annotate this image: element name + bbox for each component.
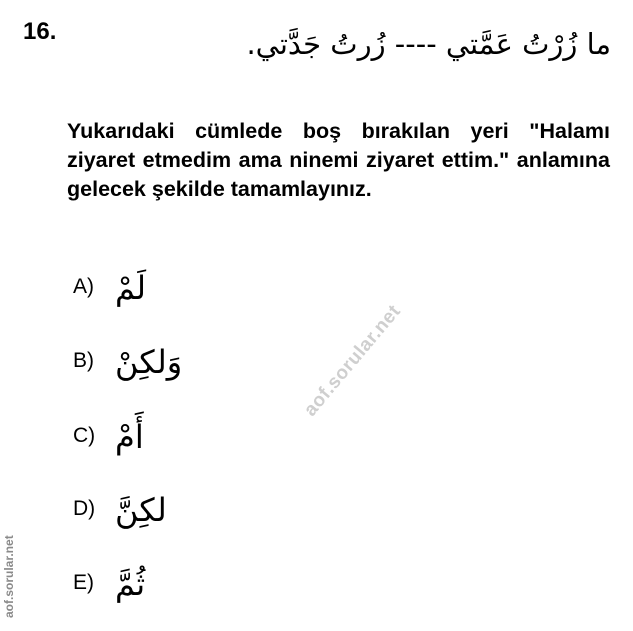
arabic-sentence: ما زُرْتُ عَمَّتي ---- زُرتُ جَدَّتي.: [246, 27, 611, 61]
option-d-text: لكِنَّ: [115, 491, 167, 529]
option-b-label: B): [73, 349, 94, 372]
option-d-label: D): [73, 497, 96, 520]
option-c-text: أَمْ: [115, 418, 144, 456]
option-e[interactable]: [73, 565, 273, 628]
watermark-side: aof.sorular.net: [2, 535, 16, 618]
option-e-text: ثُمَّ: [115, 565, 146, 603]
option-d[interactable]: [73, 491, 273, 554]
question-number: 16.: [23, 18, 57, 45]
option-a[interactable]: [73, 269, 273, 332]
option-c[interactable]: [73, 418, 273, 481]
option-b-text: وَلكِنْ: [115, 343, 183, 381]
option-a-label: A): [73, 275, 94, 298]
option-c-label: C): [73, 424, 96, 447]
option-e-label: E): [73, 571, 94, 594]
watermark-diagonal: aof.sorular.net: [300, 300, 406, 421]
question-instruction: Yukarıdaki cümlede boş bırakılan yeri "Halamı ziyaret etmedim ama ninemi ziyaret ettim." anlamına gelecek şekilde tamamlayınız.: [67, 119, 610, 201]
option-b[interactable]: [73, 343, 273, 406]
option-a-text: لَمْ: [115, 269, 147, 307]
